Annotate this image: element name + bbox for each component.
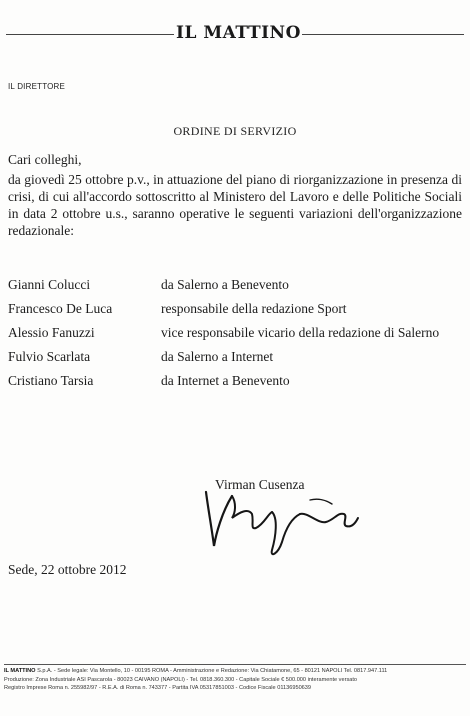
assignment-row [8,372,468,396]
masthead-rule-right [302,34,464,35]
masthead [0,22,470,44]
signatory-name: Virman Cusenza [215,477,305,492]
assignment-name: Alessio Fanuzzi [8,325,95,340]
assignment-list [8,276,468,396]
assignment-role: da Salerno a Benevento [161,277,289,292]
assignment-role: da Internet a Benevento [161,373,290,388]
document-title: ORDINE DI SERVIZIO [173,124,297,138]
legal-footer [4,664,466,693]
greeting: Cari colleghi, [8,152,82,167]
assignment-name: Fulvio Scarlata [8,349,91,364]
assignment-name: Francesco De Luca [8,301,113,316]
assignment-row [8,300,468,324]
footer-line-1 [4,667,466,676]
assignment-role: vice responsabile vicario della redazione di Salerno [161,325,440,340]
footer-line-3: Registro Imprese Roma n. 255982/97 - R.E.A. di Roma n. 743377 - Partita IVA 05317851003 - Codice Fiscale 01136950639 [4,685,312,691]
footer-company-details: S.p.A. - Sede legale: Via Montello, 10 - 00195 ROMA - Amministrazione e Redazione: Via Chiatamone, 65 - 80121 NAPOLI Tel. 0817.947.111 [37,668,388,674]
footer-line-2: Produzione: Zona Industriale ASI Pascarola - 80023 CAIVANO (NAPOLI) - Tel. 0818.360.300 - Capitale Sociale € 500.000 interamente versato [4,676,358,683]
assignment-role: da Salerno a Internet [161,349,274,364]
masthead-logo: IL MATTINO [176,23,301,43]
assignment-role: responsabile della redazione Sport [161,301,347,316]
assignment-name: Gianni Colucci [8,277,91,292]
handwritten-signature [192,478,362,568]
place-and-date: Sede, 22 ottobre 2012 [8,562,127,577]
body-paragraph: da giovedì 25 ottobre p.v., in attuazione del piano di riorganizzazione in presenza di crisi, di cui all'accordo sottoscritto al Ministero del Lavoro e delle Politiche Sociali in data 2 ottobre u.s., saranno operative le seguenti variazioni dell'organizzazione redazionale: [8,172,462,238]
assignment-row [8,324,468,348]
footer-company: IL MATTINO [4,668,36,674]
assignment-row [8,348,468,372]
assignment-name: Cristiano Tarsia [8,373,94,388]
office-label: IL DIRETTORE [8,82,66,91]
masthead-rule-left [6,34,174,35]
assignment-row [8,276,468,300]
